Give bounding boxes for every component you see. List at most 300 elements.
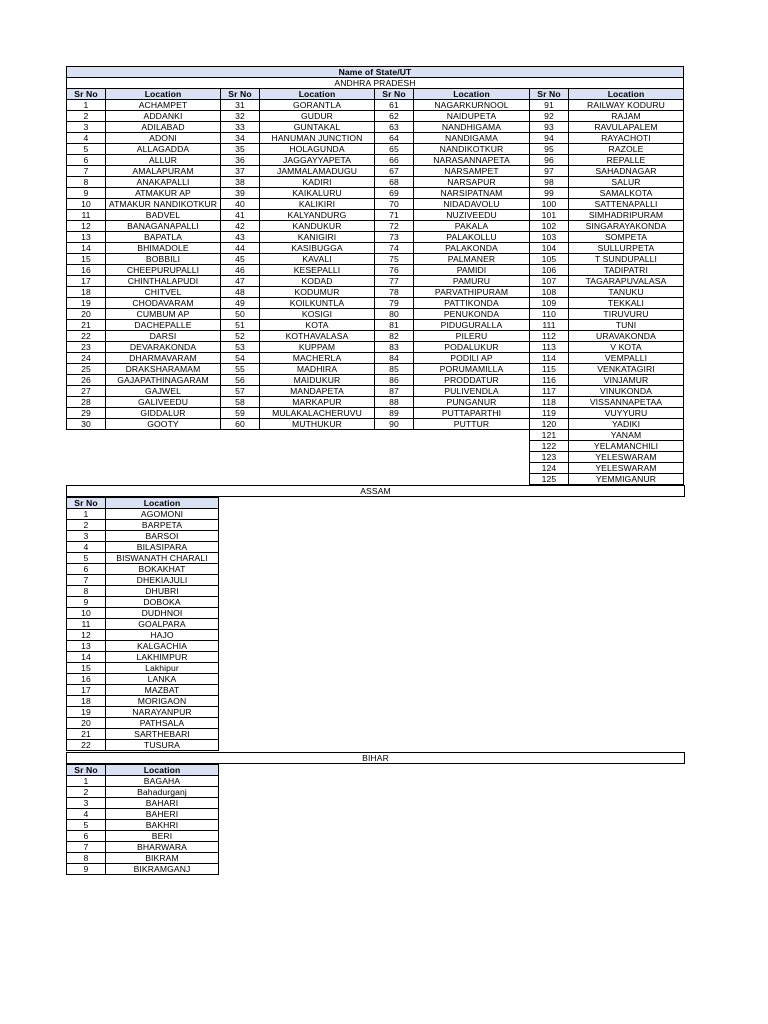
table-row xyxy=(67,575,219,586)
table-row xyxy=(67,320,684,331)
location-cell: YEMMIGANUR xyxy=(569,474,684,485)
sr-no-cell: 53 xyxy=(221,342,260,353)
sr-no-cell: 8 xyxy=(67,586,106,597)
sr-no-cell: 111 xyxy=(530,320,569,331)
location-cell: JAGGAYYAPETA xyxy=(260,155,375,166)
sr-no-cell: 52 xyxy=(221,331,260,342)
sr-no-cell: 41 xyxy=(221,210,260,221)
sr-no-cell: 35 xyxy=(221,144,260,155)
sr-no-cell: 4 xyxy=(67,133,106,144)
location-cell: DOBOKA xyxy=(106,597,219,608)
sr-no-cell: 14 xyxy=(67,652,106,663)
sr-no-cell: 104 xyxy=(530,243,569,254)
location-cell: RAJAM xyxy=(569,111,684,122)
location-cell: VINJAMUR xyxy=(569,375,684,386)
location-cell: MAZBAT xyxy=(106,685,219,696)
sr-no-cell: 17 xyxy=(67,685,106,696)
sr-no-cell: 85 xyxy=(375,364,414,375)
table-row xyxy=(67,718,219,729)
location-cell: YELESWARAM xyxy=(569,452,684,463)
location-cell: DRAKSHARAMAM xyxy=(106,364,221,375)
location-cell: ATMAKUR NANDIKOTKUR xyxy=(106,199,221,210)
location-cell: GIDDALUR xyxy=(106,408,221,419)
sr-no-cell: 36 xyxy=(221,155,260,166)
table-row xyxy=(67,353,684,364)
location-cell: KAVALI xyxy=(260,254,375,265)
location-cell: VUYYURU xyxy=(569,408,684,419)
location-cell: NARSIPATNAM xyxy=(414,188,530,199)
location-cell: PATHSALA xyxy=(106,718,219,729)
location-cell: CHITVEL xyxy=(106,287,221,298)
location-cell: ADDANKI xyxy=(106,111,221,122)
sr-no-cell: 21 xyxy=(67,320,106,331)
sr-no-cell: 82 xyxy=(375,331,414,342)
table-row xyxy=(67,419,684,430)
sr-no-cell: 12 xyxy=(67,221,106,232)
bihar-state-header xyxy=(66,752,685,764)
table-row xyxy=(67,276,684,287)
location-cell: DACHEPALLE xyxy=(106,320,221,331)
location-cell: NAIDUPETA xyxy=(414,111,530,122)
table-row xyxy=(67,221,684,232)
location-cell: TUNI xyxy=(569,320,684,331)
sr-no-cell: 102 xyxy=(530,221,569,232)
table-row xyxy=(67,520,219,531)
location-cell: YELAMANCHILI xyxy=(569,441,684,452)
empty-cell xyxy=(67,441,530,452)
location-cell: KESEPALLI xyxy=(260,265,375,276)
sr-no-cell: 44 xyxy=(221,243,260,254)
location-cell: NANDIKOTKUR xyxy=(414,144,530,155)
location-cell: REPALLE xyxy=(569,155,684,166)
sr-no-cell: 62 xyxy=(375,111,414,122)
location-cell: NARSAMPET xyxy=(414,166,530,177)
col-sr-no: Sr No xyxy=(67,498,106,509)
state-name-andhra: ANDHRA PRADESH xyxy=(67,78,684,89)
table-row xyxy=(67,586,219,597)
sr-no-cell: 65 xyxy=(375,144,414,155)
table-row xyxy=(67,619,219,630)
sr-no-cell: 17 xyxy=(67,276,106,287)
col-sr-no: Sr No xyxy=(530,89,569,100)
location-cell: BISWANATH CHARALI xyxy=(106,553,219,564)
location-cell: KOILKUNTLA xyxy=(260,298,375,309)
location-cell: VENKATAGIRI xyxy=(569,364,684,375)
table-row xyxy=(67,474,684,485)
table-row xyxy=(67,298,684,309)
location-cell: GUDUR xyxy=(260,111,375,122)
location-cell: BAHERI xyxy=(106,809,219,820)
table-row xyxy=(67,707,219,718)
sr-no-cell: 10 xyxy=(67,608,106,619)
location-cell: TAGARAPUVALASA xyxy=(569,276,684,287)
table-row xyxy=(67,265,684,276)
sr-no-cell: 48 xyxy=(221,287,260,298)
location-cell: CHODAVARAM xyxy=(106,298,221,309)
location-cell: NANDIGAMA xyxy=(414,133,530,144)
location-cell: SOMPETA xyxy=(569,232,684,243)
table-row xyxy=(67,853,219,864)
table-row xyxy=(67,553,219,564)
sr-no-cell: 88 xyxy=(375,397,414,408)
location-cell: GALIVEEDU xyxy=(106,397,221,408)
sr-no-cell: 81 xyxy=(375,320,414,331)
sr-no-cell: 51 xyxy=(221,320,260,331)
sr-no-cell: 125 xyxy=(530,474,569,485)
location-cell: Lakhipur xyxy=(106,663,219,674)
location-cell: TIRUVURU xyxy=(569,309,684,320)
sr-no-cell: 9 xyxy=(67,597,106,608)
col-location: Location xyxy=(569,89,684,100)
sr-no-cell: 97 xyxy=(530,166,569,177)
table-row xyxy=(67,776,219,787)
location-cell: SIMHADRIPURAM xyxy=(569,210,684,221)
table-row xyxy=(67,166,684,177)
location-cell: RAYACHOTI xyxy=(569,133,684,144)
sr-no-cell: 106 xyxy=(530,265,569,276)
table-row xyxy=(67,452,684,463)
sr-no-cell: 90 xyxy=(375,419,414,430)
sr-no-cell: 96 xyxy=(530,155,569,166)
sr-no-cell: 99 xyxy=(530,188,569,199)
location-cell: KOTHAVALASA xyxy=(260,331,375,342)
table-row xyxy=(67,144,684,155)
sr-no-cell: 123 xyxy=(530,452,569,463)
sr-no-cell: 37 xyxy=(221,166,260,177)
sr-no-cell: 39 xyxy=(221,188,260,199)
location-cell: ALLUR xyxy=(106,155,221,166)
table-row xyxy=(67,740,219,751)
sr-no-cell: 113 xyxy=(530,342,569,353)
sr-no-cell: 2 xyxy=(67,520,106,531)
sr-no-cell: 71 xyxy=(375,210,414,221)
location-cell: ADILABAD xyxy=(106,122,221,133)
sr-no-cell: 61 xyxy=(375,100,414,111)
sr-no-cell: 12 xyxy=(67,630,106,641)
col-location: Location xyxy=(106,498,219,509)
sr-no-cell: 45 xyxy=(221,254,260,265)
location-cell: GUNTAKAL xyxy=(260,122,375,133)
location-cell: PALAKONDA xyxy=(414,243,530,254)
location-cell: DARSI xyxy=(106,331,221,342)
table-row xyxy=(67,408,684,419)
location-cell: PUNGANUR xyxy=(414,397,530,408)
sr-no-cell: 2 xyxy=(67,111,106,122)
sr-no-cell: 63 xyxy=(375,122,414,133)
table-row xyxy=(67,809,219,820)
location-cell: BHARWARA xyxy=(106,842,219,853)
sr-no-cell: 103 xyxy=(530,232,569,243)
sr-no-cell: 40 xyxy=(221,199,260,210)
sr-no-cell: 20 xyxy=(67,718,106,729)
location-cell: ADONI xyxy=(106,133,221,144)
location-cell: KADIRI xyxy=(260,177,375,188)
sr-no-cell: 110 xyxy=(530,309,569,320)
location-cell: VEMPALLI xyxy=(569,353,684,364)
table-row xyxy=(67,685,219,696)
table-row xyxy=(67,188,684,199)
location-cell: VINUKONDA xyxy=(569,386,684,397)
location-cell: V KOTA xyxy=(569,342,684,353)
location-cell: BAKHRI xyxy=(106,820,219,831)
sr-no-cell: 84 xyxy=(375,353,414,364)
sr-no-cell: 80 xyxy=(375,309,414,320)
sr-no-cell: 23 xyxy=(67,342,106,353)
sr-no-cell: 8 xyxy=(67,853,106,864)
empty-cell xyxy=(67,474,530,485)
location-cell: GOALPARA xyxy=(106,619,219,630)
sr-no-cell: 93 xyxy=(530,122,569,133)
location-cell: DUDHNOI xyxy=(106,608,219,619)
sr-no-cell: 76 xyxy=(375,265,414,276)
sheet-title: Name of State/UT xyxy=(67,67,684,78)
location-cell: PODILI AP xyxy=(414,353,530,364)
location-cell: PORUMAMILLA xyxy=(414,364,530,375)
sr-no-cell: 68 xyxy=(375,177,414,188)
sr-no-cell: 13 xyxy=(67,232,106,243)
location-cell: LAKHIMPUR xyxy=(106,652,219,663)
table-row xyxy=(67,542,219,553)
location-cell: SULLURPETA xyxy=(569,243,684,254)
location-cell: YANAM xyxy=(569,430,684,441)
location-cell: NANDHIGAMA xyxy=(414,122,530,133)
location-cell: URAVAKONDA xyxy=(569,331,684,342)
sr-no-cell: 108 xyxy=(530,287,569,298)
location-cell: CHINTHALAPUDI xyxy=(106,276,221,287)
location-cell: SATTENAPALLI xyxy=(569,199,684,210)
table-row xyxy=(67,386,684,397)
sr-no-cell: 7 xyxy=(67,575,106,586)
location-cell: MADHIRA xyxy=(260,364,375,375)
location-cell: HOLAGUNDA xyxy=(260,144,375,155)
location-cell: VISSANNAPETAA xyxy=(569,397,684,408)
state-name-assam: ASSAM xyxy=(67,486,685,497)
header-row xyxy=(67,498,219,509)
location-cell: NARSAPUR xyxy=(414,177,530,188)
sr-no-cell: 19 xyxy=(67,707,106,718)
col-location: Location xyxy=(260,89,375,100)
location-cell: BARSOI xyxy=(106,531,219,542)
location-cell: PAMURU xyxy=(414,276,530,287)
table-row xyxy=(67,155,684,166)
table-row xyxy=(67,641,219,652)
sr-no-cell: 33 xyxy=(221,122,260,133)
sr-no-cell: 72 xyxy=(375,221,414,232)
table-row xyxy=(67,364,684,375)
sr-no-cell: 1 xyxy=(67,100,106,111)
location-cell: SAMALKOTA xyxy=(569,188,684,199)
location-cell: BOKAKHAT xyxy=(106,564,219,575)
sr-no-cell: 2 xyxy=(67,787,106,798)
location-cell: BHIMADOLE xyxy=(106,243,221,254)
location-cell: BAGAHA xyxy=(106,776,219,787)
empty-cell xyxy=(67,452,530,463)
sr-no-cell: 116 xyxy=(530,375,569,386)
sr-no-cell: 124 xyxy=(530,463,569,474)
sr-no-cell: 11 xyxy=(67,619,106,630)
sr-no-cell: 46 xyxy=(221,265,260,276)
sr-no-cell: 86 xyxy=(375,375,414,386)
sr-no-cell: 121 xyxy=(530,430,569,441)
location-cell: KOTA xyxy=(260,320,375,331)
location-cell: BILASIPARA xyxy=(106,542,219,553)
sr-no-cell: 47 xyxy=(221,276,260,287)
header-row xyxy=(67,765,219,776)
sr-no-cell: 74 xyxy=(375,243,414,254)
col-sr-no: Sr No xyxy=(67,765,106,776)
sr-no-cell: 91 xyxy=(530,100,569,111)
col-sr-no: Sr No xyxy=(67,89,106,100)
andhra-pradesh-table xyxy=(66,66,684,485)
location-cell: MORIGAON xyxy=(106,696,219,707)
location-cell: MUTHUKUR xyxy=(260,419,375,430)
location-cell: KODAD xyxy=(260,276,375,287)
spreadsheet xyxy=(66,66,683,875)
sr-no-cell: 114 xyxy=(530,353,569,364)
sr-no-cell: 18 xyxy=(67,696,106,707)
table-row xyxy=(67,674,219,685)
location-cell: T SUNDUPALLI xyxy=(569,254,684,265)
sr-no-cell: 66 xyxy=(375,155,414,166)
sr-no-cell: 8 xyxy=(67,177,106,188)
location-cell: AGOMONI xyxy=(106,509,219,520)
sr-no-cell: 38 xyxy=(221,177,260,188)
sr-no-cell: 22 xyxy=(67,331,106,342)
sr-no-cell: 3 xyxy=(67,798,106,809)
sr-no-cell: 25 xyxy=(67,364,106,375)
location-cell: KASIBUGGA xyxy=(260,243,375,254)
location-cell: DHEKIAJULI xyxy=(106,575,219,586)
sr-no-cell: 6 xyxy=(67,564,106,575)
sr-no-cell: 101 xyxy=(530,210,569,221)
location-cell: ANAKAPALLI xyxy=(106,177,221,188)
sr-no-cell: 16 xyxy=(67,674,106,685)
sr-no-cell: 29 xyxy=(67,408,106,419)
location-cell: MAIDUKUR xyxy=(260,375,375,386)
sr-no-cell: 11 xyxy=(67,210,106,221)
table-row xyxy=(67,100,684,111)
sr-no-cell: 6 xyxy=(67,155,106,166)
state-name-bihar: BIHAR xyxy=(67,753,685,764)
sr-no-cell: 31 xyxy=(221,100,260,111)
sr-no-cell: 34 xyxy=(221,133,260,144)
location-cell: KANIGIRI xyxy=(260,232,375,243)
table-row xyxy=(67,254,684,265)
location-cell: NAGARKURNOOL xyxy=(414,100,530,111)
location-cell: HANUMAN JUNCTION xyxy=(260,133,375,144)
location-cell: KAIKALURU xyxy=(260,188,375,199)
location-cell: GOOTY xyxy=(106,419,221,430)
sr-no-cell: 16 xyxy=(67,265,106,276)
location-cell: TUSURA xyxy=(106,740,219,751)
sr-no-cell: 115 xyxy=(530,364,569,375)
table-row xyxy=(67,287,684,298)
location-cell: NARAYANPUR xyxy=(106,707,219,718)
sr-no-cell: 5 xyxy=(67,553,106,564)
assam-state-header xyxy=(66,485,685,497)
sr-no-cell: 70 xyxy=(375,199,414,210)
location-cell: MULAKALACHERUVU xyxy=(260,408,375,419)
sr-no-cell: 75 xyxy=(375,254,414,265)
location-cell: PIDUGURALLA xyxy=(414,320,530,331)
sr-no-cell: 105 xyxy=(530,254,569,265)
table-row xyxy=(67,608,219,619)
location-cell: PULIVENDLA xyxy=(414,386,530,397)
sr-no-cell: 22 xyxy=(67,740,106,751)
location-cell: BAPATLA xyxy=(106,232,221,243)
sr-no-cell: 94 xyxy=(530,133,569,144)
location-cell: TADIPATRI xyxy=(569,265,684,276)
location-cell: PODALUKUR xyxy=(414,342,530,353)
location-cell: BERI xyxy=(106,831,219,842)
sr-no-cell: 49 xyxy=(221,298,260,309)
sr-no-cell: 89 xyxy=(375,408,414,419)
location-cell: GORANTLA xyxy=(260,100,375,111)
sr-no-cell: 56 xyxy=(221,375,260,386)
sr-no-cell: 9 xyxy=(67,188,106,199)
empty-cell xyxy=(67,430,530,441)
table-row xyxy=(67,831,219,842)
table-row xyxy=(67,630,219,641)
table-row xyxy=(67,232,684,243)
location-cell: KUPPAM xyxy=(260,342,375,353)
sr-no-cell: 7 xyxy=(67,842,106,853)
sr-no-cell: 67 xyxy=(375,166,414,177)
location-cell: BARPETA xyxy=(106,520,219,531)
table-row xyxy=(67,463,684,474)
location-cell: KODUMUR xyxy=(260,287,375,298)
table-row xyxy=(67,210,684,221)
location-cell: DHARMAVARAM xyxy=(106,353,221,364)
location-cell: ACHAMPET xyxy=(106,100,221,111)
sr-no-cell: 58 xyxy=(221,397,260,408)
table-row xyxy=(67,597,219,608)
location-cell: SINGARAYAKONDA xyxy=(569,221,684,232)
sr-no-cell: 118 xyxy=(530,397,569,408)
location-cell: DHUBRI xyxy=(106,586,219,597)
table-row xyxy=(67,111,684,122)
location-cell: CUMBUM AP xyxy=(106,309,221,320)
sr-no-cell: 100 xyxy=(530,199,569,210)
location-cell: MANDAPETA xyxy=(260,386,375,397)
col-location: Location xyxy=(414,89,530,100)
table-row xyxy=(67,729,219,740)
table-row xyxy=(67,441,684,452)
location-cell: KALIKIRI xyxy=(260,199,375,210)
location-cell: BIKRAMGANJ xyxy=(106,864,219,875)
location-cell: BANAGANAPALLI xyxy=(106,221,221,232)
location-cell: RAVULAPALEM xyxy=(569,122,684,133)
table-row xyxy=(67,663,219,674)
location-cell: KOSIGI xyxy=(260,309,375,320)
sr-no-cell: 42 xyxy=(221,221,260,232)
sr-no-cell: 1 xyxy=(67,509,106,520)
sr-no-cell: 27 xyxy=(67,386,106,397)
sr-no-cell: 26 xyxy=(67,375,106,386)
sr-no-cell: 6 xyxy=(67,831,106,842)
location-cell: SARTHEBARI xyxy=(106,729,219,740)
table-row xyxy=(67,177,684,188)
sr-no-cell: 119 xyxy=(530,408,569,419)
table-row xyxy=(67,133,684,144)
location-cell: PUTTUR xyxy=(414,419,530,430)
sr-no-cell: 69 xyxy=(375,188,414,199)
table-row xyxy=(67,122,684,133)
location-cell: PUTTAPARTHI xyxy=(414,408,530,419)
location-cell: MARKAPUR xyxy=(260,397,375,408)
sr-no-cell: 5 xyxy=(67,820,106,831)
sr-no-cell: 15 xyxy=(67,663,106,674)
